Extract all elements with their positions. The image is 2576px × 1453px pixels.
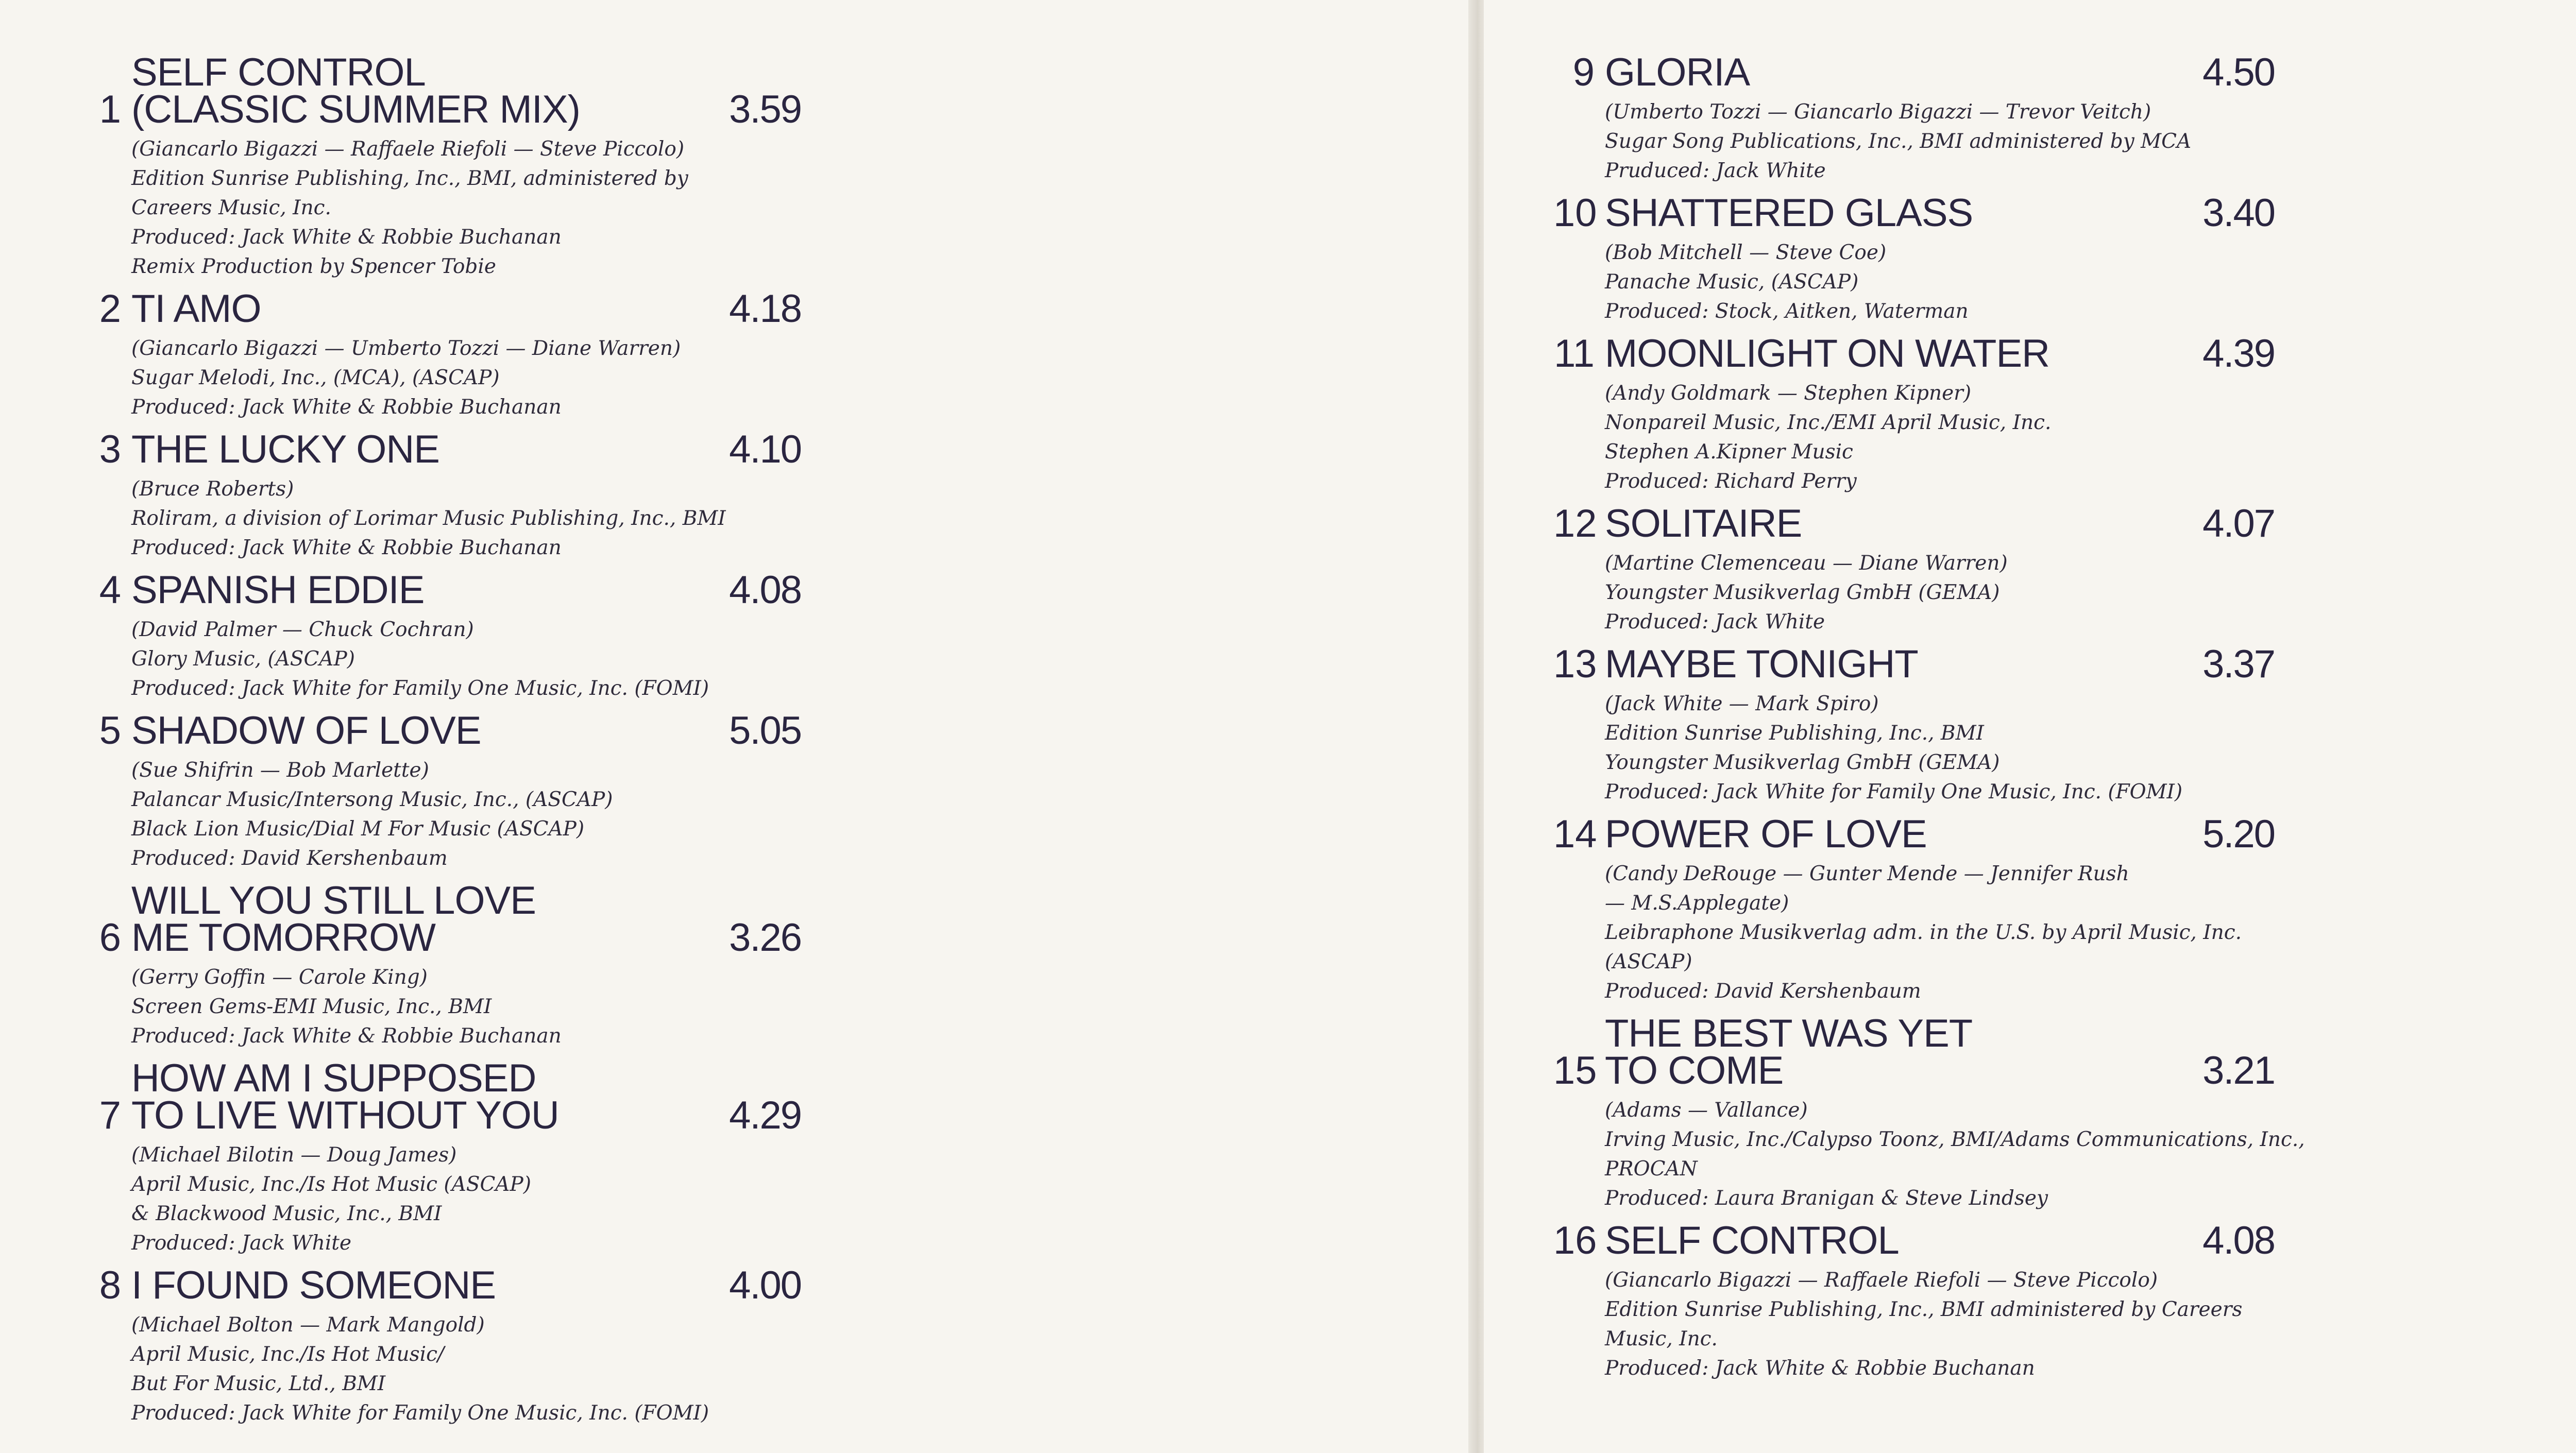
track-duration: 4.00: [729, 1263, 801, 1307]
track-title: MAYBE TONIGHT: [1605, 642, 1918, 686]
track-entry: [80, 287, 817, 422]
track-duration: 4.10: [729, 428, 801, 471]
credit-line: (Giancarlo Bigazzi — Raffaele Riefoli — Steve Piccolo): [131, 138, 685, 161]
track-entry: [1553, 642, 2298, 807]
credit-line: Produced: Jack White & Robbie Buchanan: [131, 1024, 562, 1048]
credit-line: Edition Sunrise Publishing, Inc., BMI, administered by: [131, 167, 688, 190]
track-header: [80, 568, 817, 612]
track-title: SELF CONTROL (CLASSIC SUMMER MIX): [131, 50, 580, 131]
credit-line: (Giancarlo Bigazzi — Umberto Tozzi — Diane Warren): [131, 337, 681, 360]
credit-line: Produced: Laura Branigan & Steve Lindsey: [1605, 1187, 2048, 1210]
track-header: [1553, 50, 2298, 94]
track-duration: 3.37: [2202, 642, 2275, 686]
track-header: [1553, 502, 2298, 545]
track-title: GLORIA: [1605, 50, 1750, 94]
track-number: 13: [1553, 642, 1597, 686]
track-entry: [80, 709, 817, 873]
credit-line: Glory Music, (ASCAP): [131, 647, 355, 671]
track-entry: [80, 568, 817, 703]
track-header: [80, 1263, 817, 1307]
credit-line: Produced: Jack White for Family One Music, Inc. (FOMI): [1605, 780, 2183, 804]
track-credits: [131, 334, 817, 422]
credit-line: (Jack White — Mark Spiro): [1605, 692, 1879, 715]
track-number: 15: [1553, 1049, 1597, 1092]
track-number: 11: [1554, 332, 1595, 375]
track-entry: [1553, 1219, 2298, 1383]
credit-line: Produced: David Kershenbaum: [131, 847, 448, 870]
track-title: THE LUCKY ONE: [131, 428, 439, 471]
credit-line: Roliram, a division of Lorimar Music Publishing, Inc., BMI: [131, 507, 726, 530]
track-duration: 3.40: [2202, 191, 2275, 235]
credit-line: Pruduced: Jack White: [1605, 159, 1826, 182]
track-number: 3: [99, 428, 121, 471]
track-header: [80, 879, 817, 960]
credit-line: Stephen A.Kipner Music: [1605, 440, 1853, 464]
track-header: [1553, 642, 2298, 686]
credit-line: (Bob Mitchell — Steve Coe): [1605, 241, 1887, 264]
track-number: 16: [1553, 1219, 1597, 1262]
track-header: [80, 428, 817, 471]
credit-line: (Gerry Goffin — Carole King): [131, 966, 428, 989]
credit-line: But For Music, Ltd., BMI: [131, 1372, 386, 1395]
track-credits: [131, 963, 817, 1051]
credit-line: PROCAN: [1605, 1157, 1698, 1181]
track-number: 2: [99, 287, 121, 331]
track-credits: [1605, 689, 2298, 807]
track-credits: [1605, 1096, 2305, 1213]
credit-line: Produced: Richard Perry: [1605, 470, 1857, 493]
track-entry: [80, 1263, 817, 1428]
track-entry: [1553, 50, 2298, 185]
track-number: 14: [1553, 812, 1597, 856]
track-credits: [131, 474, 817, 562]
credit-line: (Michael Bolton — Mark Mangold): [131, 1313, 485, 1337]
track-credits: [1605, 97, 2298, 185]
credit-line: (Umberto Tozzi — Giancarlo Bigazzi — Trevor Veitch): [1605, 100, 2151, 124]
track-number: 10: [1553, 191, 1597, 235]
track-header: [1553, 191, 2298, 235]
left-tracklist: [80, 50, 817, 1437]
credit-line: (Andy Goldmark — Stephen Kipner): [1605, 382, 1972, 405]
credit-line: Edition Sunrise Publishing, Inc., BMI administered by Careers: [1605, 1298, 2243, 1321]
credit-line: Youngster Musikverlag GmbH (GEMA): [1605, 581, 2000, 604]
track-header: [80, 709, 817, 753]
track-entry: [80, 50, 817, 281]
credit-line: Produced: Stock, Aitken, Waterman: [1605, 300, 1969, 323]
right-tracklist: [1553, 50, 2305, 1392]
track-number: 6: [99, 916, 121, 960]
track-duration: 4.50: [2202, 50, 2275, 94]
right-page: [1484, 0, 2576, 1453]
credit-line: (ASCAP): [1605, 950, 1692, 973]
track-entry: [1553, 1012, 2305, 1213]
credit-line: April Music, Inc./Is Hot Music/: [131, 1343, 445, 1366]
track-title: THE BEST WAS YET TO COME: [1605, 1012, 1973, 1092]
credit-line: Produced: Jack White for Family One Music, Inc. (FOMI): [131, 677, 709, 700]
credit-line: Produced: Jack White: [1605, 610, 1825, 634]
track-number: 12: [1553, 502, 1597, 545]
credit-line: Leibraphone Musikverlag adm. in the U.S. by April Music, Inc.: [1605, 921, 2242, 944]
track-credits: [131, 134, 817, 281]
track-title: SELF CONTROL: [1605, 1219, 1899, 1262]
track-header: [1553, 812, 2298, 856]
track-title: SHADOW OF LOVE: [131, 709, 481, 753]
credit-line: (Giancarlo Bigazzi — Raffaele Riefoli — Steve Piccolo): [1605, 1269, 2158, 1292]
track-credits: [131, 1140, 817, 1258]
credit-line: (Bruce Roberts): [131, 477, 294, 501]
credit-line: Black Lion Music/Dial M For Music (ASCAP): [131, 817, 585, 841]
credit-line: April Music, Inc./Is Hot Music (ASCAP): [131, 1173, 531, 1196]
track-credits: [1605, 549, 2298, 637]
credit-line: — M.S.Applegate): [1605, 892, 1789, 915]
track-duration: 4.29: [729, 1093, 801, 1137]
credit-line: Nonpareil Music, Inc./EMI April Music, Inc.: [1605, 411, 2052, 434]
credit-line: Sugar Melodi, Inc., (MCA), (ASCAP): [131, 366, 500, 389]
track-header: [80, 50, 817, 131]
credit-line: Youngster Musikverlag GmbH (GEMA): [1605, 751, 2000, 774]
track-credits: [1605, 1266, 2298, 1383]
track-credits: [131, 1310, 817, 1428]
track-credits: [131, 756, 817, 873]
track-title: MOONLIGHT ON WATER: [1605, 332, 2050, 375]
track-credits: [1605, 859, 2298, 1006]
credit-line: (Adams — Vallance): [1605, 1099, 1808, 1122]
track-duration: 5.20: [2202, 812, 2275, 856]
track-title: WILL YOU STILL LOVE ME TOMORROW: [131, 879, 536, 960]
track-title: SOLITAIRE: [1605, 502, 1802, 545]
credit-line: Screen Gems-EMI Music, Inc., BMI: [131, 995, 492, 1018]
track-duration: 3.21: [2202, 1049, 2275, 1092]
track-title: SHATTERED GLASS: [1605, 191, 1973, 235]
credit-line: (Martine Clemenceau — Diane Warren): [1605, 552, 2008, 575]
credit-line: Panache Music, (ASCAP): [1605, 270, 1859, 294]
track-number: 1: [99, 88, 121, 131]
track-number: 4: [99, 568, 121, 612]
credit-line: Produced: David Kershenbaum: [1605, 980, 1921, 1003]
track-duration: 5.05: [729, 709, 801, 753]
credit-line: Palancar Music/Intersong Music, Inc., (ASCAP): [131, 788, 613, 811]
credit-line: Careers Music, Inc.: [131, 196, 331, 219]
track-entry: [1553, 812, 2298, 1006]
track-title: I FOUND SOMEONE: [131, 1263, 496, 1307]
credit-line: Produced: Jack White & Robbie Buchanan: [131, 396, 562, 419]
credit-line: Music, Inc.: [1605, 1327, 1718, 1351]
track-title: POWER OF LOVE: [1605, 812, 1927, 856]
credit-line: (Sue Shifrin — Bob Marlette): [131, 759, 429, 782]
track-duration: 4.39: [2202, 332, 2275, 375]
track-entry: [80, 428, 817, 562]
credit-line: Edition Sunrise Publishing, Inc., BMI: [1605, 722, 1984, 745]
track-entry: [1553, 191, 2298, 326]
track-duration: 4.08: [729, 568, 801, 612]
credit-line: Produced: Jack White for Family One Music, Inc. (FOMI): [131, 1401, 709, 1425]
track-entry: [80, 879, 817, 1051]
track-entry: [1553, 502, 2298, 637]
credit-line: (Michael Bilotin — Doug James): [131, 1143, 457, 1167]
track-duration: 4.18: [729, 287, 801, 331]
track-credits: [1605, 379, 2298, 496]
track-credits: [131, 615, 817, 703]
credit-line: Produced: Jack White & Robbie Buchanan: [131, 536, 562, 559]
track-title: HOW AM I SUPPOSED TO LIVE WITHOUT YOU: [131, 1056, 559, 1137]
track-number: 9: [1572, 50, 1595, 94]
track-header: [80, 1056, 817, 1137]
track-duration: 3.59: [729, 88, 801, 131]
credit-line: Produced: Jack White & Robbie Buchanan: [1605, 1357, 2035, 1380]
track-number: 7: [99, 1093, 121, 1137]
track-header: [80, 287, 817, 331]
credit-line: Remix Production by Spencer Tobie: [131, 255, 496, 278]
credit-line: Sugar Song Publications, Inc., BMI administered by MCA: [1605, 130, 2192, 153]
track-header: [1553, 1219, 2298, 1262]
track-header: [1553, 332, 2298, 375]
track-duration: 4.07: [2202, 502, 2275, 545]
track-entry: [80, 1056, 817, 1258]
credit-line: Produced: Jack White: [131, 1232, 352, 1255]
track-title: TI AMO: [131, 287, 261, 331]
credit-line: (Candy DeRouge — Gunter Mende — Jennifer Rush: [1605, 862, 2129, 885]
track-credits: [1605, 238, 2298, 326]
credit-line: Irving Music, Inc./Calypso Toonz, BMI/Adams Communications, Inc.,: [1605, 1128, 2305, 1151]
credit-line: (David Palmer — Chuck Cochran): [131, 618, 474, 641]
credit-line: & Blackwood Music, Inc., BMI: [131, 1202, 442, 1225]
track-number: 8: [99, 1263, 121, 1307]
credit-line: Produced: Jack White & Robbie Buchanan: [131, 226, 562, 249]
track-duration: 3.26: [729, 916, 801, 960]
track-title: SPANISH EDDIE: [131, 568, 425, 612]
track-number: 5: [99, 709, 121, 753]
track-duration: 4.08: [2202, 1219, 2275, 1262]
track-entry: [1553, 332, 2298, 496]
track-header: [1553, 1012, 2298, 1092]
